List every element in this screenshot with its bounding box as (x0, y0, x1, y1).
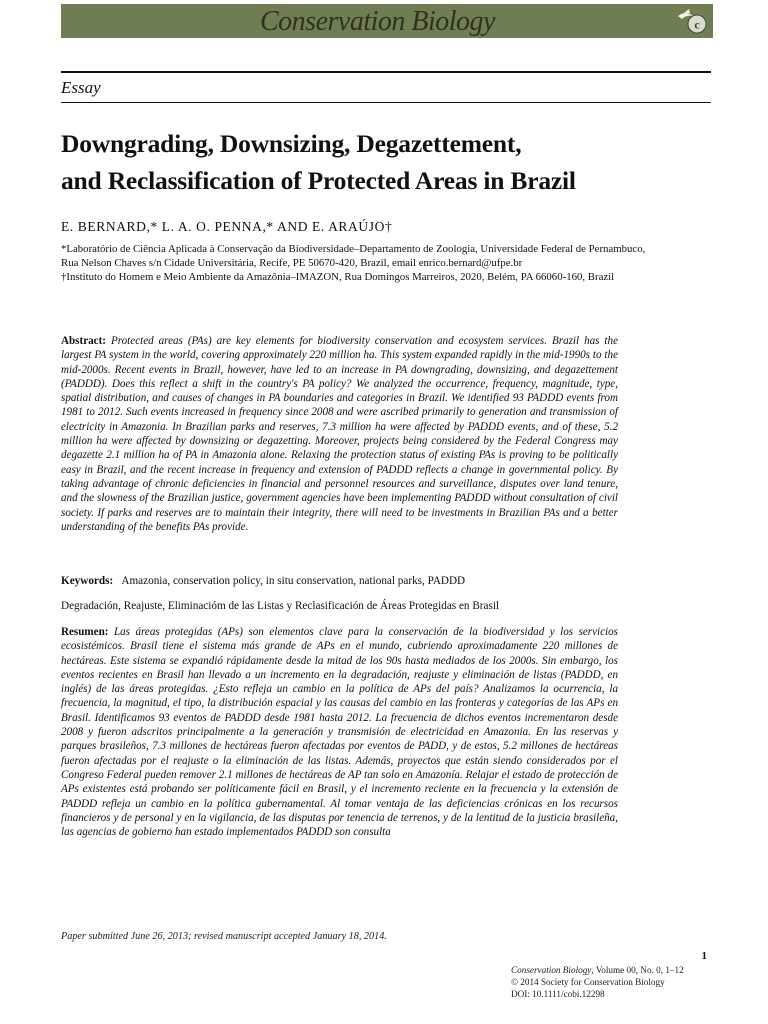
footer-journal-line (511, 964, 711, 976)
bird-c-logo-icon (675, 6, 709, 36)
affiliation-line: *Laboratório de Ciência Aplicada à Conservação da Biodiversidade–Departamento de Zoologia, Universidade Federal de Pernambuco, (61, 243, 646, 255)
resumen-label: Resumen: (61, 626, 109, 638)
footer-volume: , Volume 00, No. 0, 1–12 (591, 965, 684, 975)
abstract-label: Abstract: (61, 335, 106, 347)
footer-copyright: © 2014 Society for Conservation Biology (511, 977, 665, 987)
resumen (61, 625, 618, 839)
affiliation-line: †Instituto do Homem e Meio Ambiente da Amazônia–IMAZON, Rua Domingos Marreiros, 2020, Belém, PA 66060-160, Brazil (61, 271, 615, 283)
footer-citation (511, 964, 711, 1000)
spanish-title: Degradación, Reajuste, Eliminacióm de las Listas y Reclasificación de Áreas Protegidas en Brasil (61, 600, 500, 612)
abstract (61, 334, 618, 534)
page-number: 1 (701, 950, 707, 962)
section-rule (61, 102, 711, 103)
article-title-line: and Reclassification of Protected Areas in Brazil (61, 166, 576, 195)
footer-journal: Conservation Biology (511, 965, 592, 975)
keywords (61, 575, 465, 587)
journal-banner (61, 4, 713, 38)
keywords-label: Keywords: (61, 575, 114, 587)
submission-note: Paper submitted June 26, 2013; revised manuscript accepted January 18, 2014. (61, 931, 387, 942)
article-title-line: Downgrading, Downsizing, Degazettement, (61, 129, 522, 158)
footer-doi: DOI: 10.1111/cobi.12298 (511, 989, 605, 999)
affiliation-line: Rua Nelson Chaves s/n Cidade Universitária, Recife, PE 50670-420, Brazil, email enrico.bernard@ufpe.br (61, 257, 523, 269)
keywords-text: Amazonia, conservation policy, in situ conservation, national parks, PADDD (121, 575, 466, 587)
section-label: Essay (61, 78, 101, 97)
resumen-text: Las áreas protegidas (APs) son elementos clave para la conservación de la biodiversidad y los servicios ecosistémicos. Brasil tiene el sistema más grande de APs en el mundo, cubriendo aproximadamente 220 millones de hectáreas. Este sistema se expandió rápidamente desde la mitad de los 90s hasta mediados de los 2000s. Sin embargo, los eventos recientes en Brasil han llevado a un incremento en la degradación, reajuste y eliminación de listas (PADDD, en inglés) de las áreas protegidas. ¿Esto refleja un cambio en la política de APs del país? Analizamos la ocurrencia, la frecuencia, la magnitud, el tipo, la distribución espacial y las causas del cambio en las fronteras y categorías de las APs en Brasil. Identificamos 93 eventos de PADDD desde 1981 hasta 2012. La frecuencia de dichos eventos incrementaron desde 2008 y fueron adscritos principalmente a la generación y transmisión de electricidad en Amazonia. En las reservas y parques brasileños, 7.3 millones de hectáreas fueron afectadas por eventos de PADD, y de estos, 5.2 millones de hectáreas fueron afectadas por el reajuste o la eliminación de las listas. Además, proyectos que están siendo considerados por el Congreso Federal pueden remover 2.1 millones de hectáreas de AP tan solo en Amazonía. Relajar el estado de protección de APs existentes está probando ser políticamente fácil en Brasil, y el incremento reciente en la frecuencia y la extensión de PADDD refleja un cambio en la política gubernamental. Al tomar ventaja de las deficiencias crónicas en los recursos financieros y de personal y en la vigilancia, de las disputas por tenencia de terrenos, y de la lentitud de la justicia brasileña, las agencias de gobierno han estado implementados PADDD son consulta (61, 626, 618, 839)
abstract-text: Protected areas (PAs) are key elements for biodiversity conservation and ecosystem services. Brazil has the largest PA system in the world, covering approximately 220 million ha. This system expanded rapidly in the mid-1990s to the mid-2000s. Recent events in Brazil, however, have led to an increase in PA downgrading, downsizing, and degazettement (PADDD). Does this reflect a shift in the country's PA policy? We analyzed the occurrence, frequency, magnitude, type, spatial distribution, and causes of changes in PA boundaries and categories in Brazil. We identified 93 PADDD events from 1981 to 2012. Such events increased in frequency since 2008 and were ascribed primarily to generation and transmission of electricity in Amazonia. In Brazilian parks and reserves, 7.3 million ha were affected by PADDD events, and of these, 5.2 million ha were affected by downsizing or degazetting. Moreover, projects being considered by the Federal Congress may degazette 2.1 million ha of PA in Amazonia alone. Relaxing the protection status of existing PAs is proving to be politically easy in Brazil, and the recent increase in frequency and extension of PADDD reflects a change in governmental policy. By taking advantage of chronic deficiencies in financial and personnel resources and surveillance, disputes over land tenure, and the slowness of the Brazilian justice, government agencies have been implementing PADDD without consultation of civil society. If parks and reserves are to maintain their integrity, there will need to be investments in Brazilian PAs and a better understanding of the benefits PAs provide. (61, 335, 618, 533)
journal-title: Conservation Biology (260, 6, 495, 37)
svg-text:c: c (694, 17, 700, 32)
header-rule (61, 71, 711, 73)
article-title (61, 125, 721, 199)
author-list: E. BERNARD,* L. A. O. PENNA,* AND E. ARAÚJO† (61, 219, 393, 234)
